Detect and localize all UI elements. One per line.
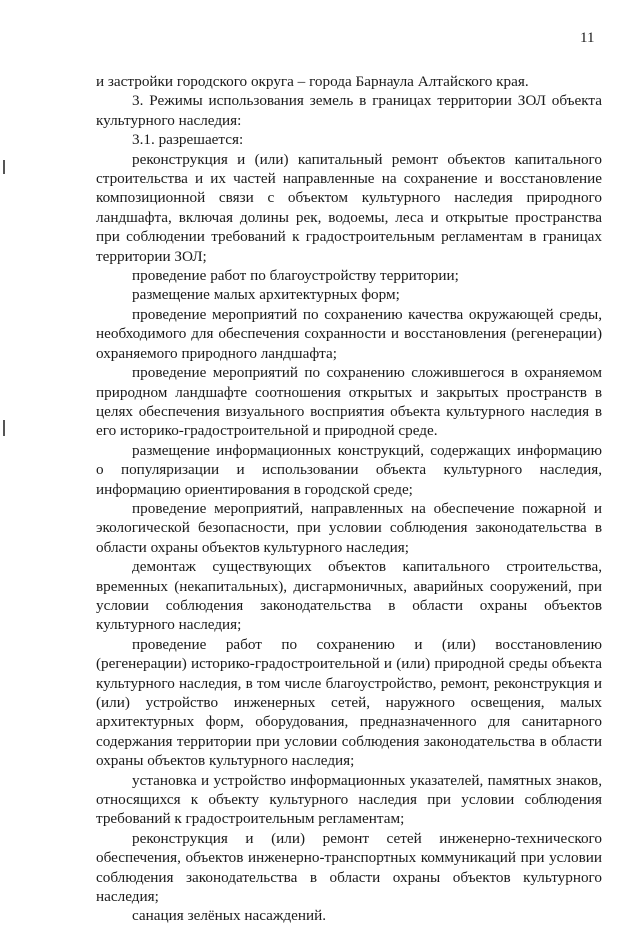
list-item: размещение информационных конструкций, содержащих информацию о популяризации и использовании объекта культурного наследия, информацию ориентирования в городской среде; bbox=[96, 441, 602, 498]
scan-edge-mark bbox=[3, 160, 5, 174]
page-number: 11 bbox=[580, 30, 595, 46]
paragraph-section-3: 3. Режимы использования земель в границах территории ЗОЛ объекта культурного наследия: bbox=[96, 92, 602, 129]
paragraph-continuation: и застройки городского округа – города Барнаула Алтайского края. bbox=[96, 73, 529, 90]
list-item: проведение работ по благоустройству территории; bbox=[132, 267, 459, 285]
scan-edge-mark bbox=[3, 420, 5, 436]
list-item: демонтаж существующих объектов капитального строительства, временных (некапитальных), дисгармоничных, аварийных сооружений, при условии соблюдения законодательства в области охраны объектов культурного наследия; bbox=[96, 558, 602, 634]
list-item: проведение мероприятий, направленных на обеспечение пожарной и экологической безопасности, при условии соблюдения законодательства в области охраны объектов культурного наследия; bbox=[96, 499, 602, 556]
list-item: реконструкция и (или) ремонт сетей инженерно-технического обеспечения, объектов инженерно-транспортных коммуникаций при условии соблюдения законодательства в области охраны объектов культурного наследия; bbox=[96, 829, 602, 906]
list-item: размещение малых архитектурных форм; bbox=[132, 286, 400, 304]
list-item: проведение работ по сохранению и (или) восстановлению (регенерации) историко-градостроительной и (или) природной среды объекта культурного наследия, в том числе благоустройство, ремонт, реконструкция и (или) устройство инженерных сетей, наружного освещения, малых архитектурных форм, оборудования, предназначенного для санитарного содержания территории при условии соблюдения законодательства в области охраны объектов культурного наследия; bbox=[96, 635, 602, 770]
list-item: санация зелёных насаждений. bbox=[132, 907, 327, 925]
list-item: проведение мероприятий по сохранению сложившегося в охраняемом природном ландшафте соотношения открытых и закрытых пространств в целях обеспечения визуального восприятия объекта культурного наследия в его историко-градостроительной и природной среде. bbox=[96, 364, 602, 440]
list-item: реконструкция и (или) капитальный ремонт объектов капитального строительства и их частей направленные на сохранение и восстановление композиционной связи с объектом культурного наследия природного ландшафта, включая долины рек, водоемы, леса и открытые пространства при соблюдении требований к градостроительным регламентам в границах территории ЗОЛ; bbox=[96, 150, 602, 265]
paragraph-section-3-1: 3.1. разрешается: bbox=[132, 131, 244, 149]
list-item: установка и устройство информационных указателей, памятных знаков, относящихся к объекту культурного наследия при условии соблюдения требований к градостроительным регламентам; bbox=[96, 771, 602, 828]
list-item: проведение мероприятий по сохранению качества окружающей среды, необходимого для обеспечения сохранности и восстановления (регенерации) охраняемого природного ландшафта; bbox=[96, 305, 602, 362]
document-body bbox=[96, 72, 602, 926]
